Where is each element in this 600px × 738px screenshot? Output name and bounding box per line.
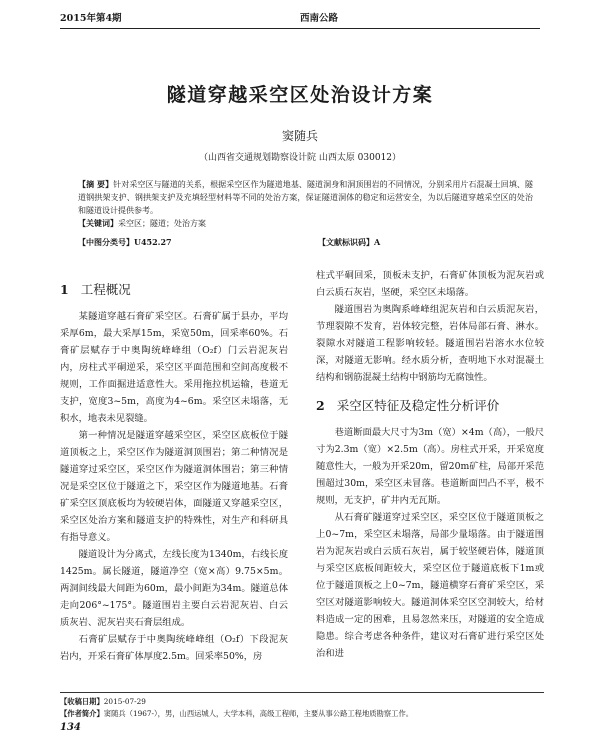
paragraph: 隧道围岩为奥陶系峰峰组泥灰岩和白云质泥灰岩，节理裂隙不发育，岩体较完整，岩体局部石膏、淋水。裂隙水对隧道工程影响较轻。隧道围岩岩溶水水位较深，对隧道无影响。经水质分析，查明地下水对混凝土结构和钢筋混凝土结构中钢筋均无腐蚀性。 xyxy=(316,304,544,383)
paragraph: 柱式平硐回采，顶板未支护，石膏矿体顶板为泥灰岩或白云质石灰岩，坚硬，采空区未塌落。 xyxy=(316,270,544,298)
paragraph: 巷道断面最大尺寸为3m（宽）×4m（高），一般尺寸为2.3m（宽）×2.5m（高）。房柱式开采，开采宽度随意性大，一般为开采20m，留20m矿柱，局部开采范围超过30m，采空区未冒落。巷道断面凹凸不平，极不规则，无支护，矿井内无瓦斯。 xyxy=(316,427,544,506)
article-title: 隧道穿越采空区处治设计方案 xyxy=(166,84,434,106)
received-value: 2015-07-29 xyxy=(103,697,146,706)
section-1-title: 工程概况 xyxy=(80,282,131,297)
document-code xyxy=(318,237,380,248)
keywords-label: 【关键词】 xyxy=(78,218,118,228)
journal-name: 西南公路 xyxy=(300,13,339,24)
abstract xyxy=(78,178,533,217)
bio-label: 【作者简介】 xyxy=(60,709,104,718)
abstract-text: 针对采空区与隧道的关系，根据采空区作为隧道地基、隧道洞身和洞顶围岩的不同情况，分别采用片石混凝土回填、隧道钢拱架支护、钢拱架支护及充填轻型材料等不同的处治方案，保证隧道洞体的稳定和运营安全，为以后隧道穿越采空区的处治和隧道设计提供参考。 xyxy=(78,180,533,215)
section-1-heading xyxy=(60,280,288,300)
author-bio xyxy=(60,708,544,720)
paragraph: 某隧道穿越石膏矿采空区。石膏矿属于县办，平均采厚6m，最大采厚15m，采宽50m，回采率60%。石膏矿层赋存于中奥陶统峰峰组（O₂f）门云岩泥灰岩内，房柱式平硐逆采，采空区平面范围和空间高度极不规则，工作面掘进适意性大。采用拖拉机运输，巷道无支护，宽度3~5m，高度为4~6m。采空区未塌落，无积水，地表未见裂缝。 xyxy=(60,311,288,424)
footnotes xyxy=(60,692,544,720)
section-2-title: 采空区特征及稳定性分析评价 xyxy=(336,398,500,413)
author-affiliation: （山西省交通规划勘察设计院 山西太原 030012） xyxy=(198,153,402,163)
received-label: 【收稿日期】 xyxy=(60,697,104,706)
document-code-value: A xyxy=(374,237,381,247)
left-column xyxy=(60,280,288,665)
right-column xyxy=(316,267,544,662)
journal-issue: 2015年第4期 xyxy=(60,13,122,24)
paragraph: 从石膏矿隧道穿过采空区，采空区位于隧道顶板之上0~7m，采空区未塌落，局部少量塌落。由于隧道围岩为泥灰岩或白云质石灰岩，属于较坚硬岩体，隧道顶与采空区底板间距较大，采空区位于隧道底板下1m或位于隧道顶板之上0~7m，隧道横穿石膏矿采空区，采空区对隧道影响较大。隧道洞体采空区空洞较大，给材料造成一定的困难，且易忽然来压，对隧道的安全造成隐患。综合考虑各种条件，建议对石膏矿进行采空区处治和进 xyxy=(316,512,544,659)
received-date xyxy=(60,696,544,708)
classification-value: U452.27 xyxy=(134,237,172,247)
classification-number xyxy=(78,237,172,248)
page-number: 134 xyxy=(60,722,81,733)
bio-text: 窦随兵（1967-），男，山西运城人，大学本科，高级工程师，主要从事公路工程地质勘察工作。 xyxy=(103,709,414,718)
document-code-label: 【文献标识码】 xyxy=(318,237,374,247)
keywords-text: 采空区；隧道；处治方案 xyxy=(118,219,206,228)
section-1-number: 1 xyxy=(60,282,69,297)
abstract-label: 【摘 要】 xyxy=(78,179,114,189)
paragraph: 第一种情况是隧道穿越采空区，采空区底板位于隧道顶板之上，采空区作为隧道洞顶围岩；第二种情况是隧道穿过采空区，采空区作为隧道洞体围岩；第三种情况是采空区位于隧道之下，采空区作为隧道地基。石膏矿采空区顶底板均为较硬岩体，面隧道又穿越采空区，采空区处治方案和隧道支护的特殊性，对生产和科研具有指导意义。 xyxy=(60,430,288,543)
section-2-heading xyxy=(316,396,544,416)
section-2-number: 2 xyxy=(316,398,325,413)
paragraph: 隧道设计为分离式，左线长度为1340m，右线长度1425m。属长隧道，隧道净空（宽×高）9.75×5m。两洞间线最大间距为60m，最小间距为34m。隧道总体走向206°~175°。隧道围岩主要白云岩泥灰岩、白云质灰岩、泥灰岩夹石膏层组成。 xyxy=(60,549,288,628)
author-name: 窦随兵 xyxy=(281,129,318,143)
classification-label: 【中图分类号】 xyxy=(78,237,134,247)
keywords xyxy=(78,218,533,229)
paragraph: 石膏矿层赋存于中奥陶统峰峰组（O₂f）下段泥灰岩内，开采石膏矿体厚度2.5m。回采率50%，房 xyxy=(60,634,288,662)
running-header xyxy=(60,6,540,29)
